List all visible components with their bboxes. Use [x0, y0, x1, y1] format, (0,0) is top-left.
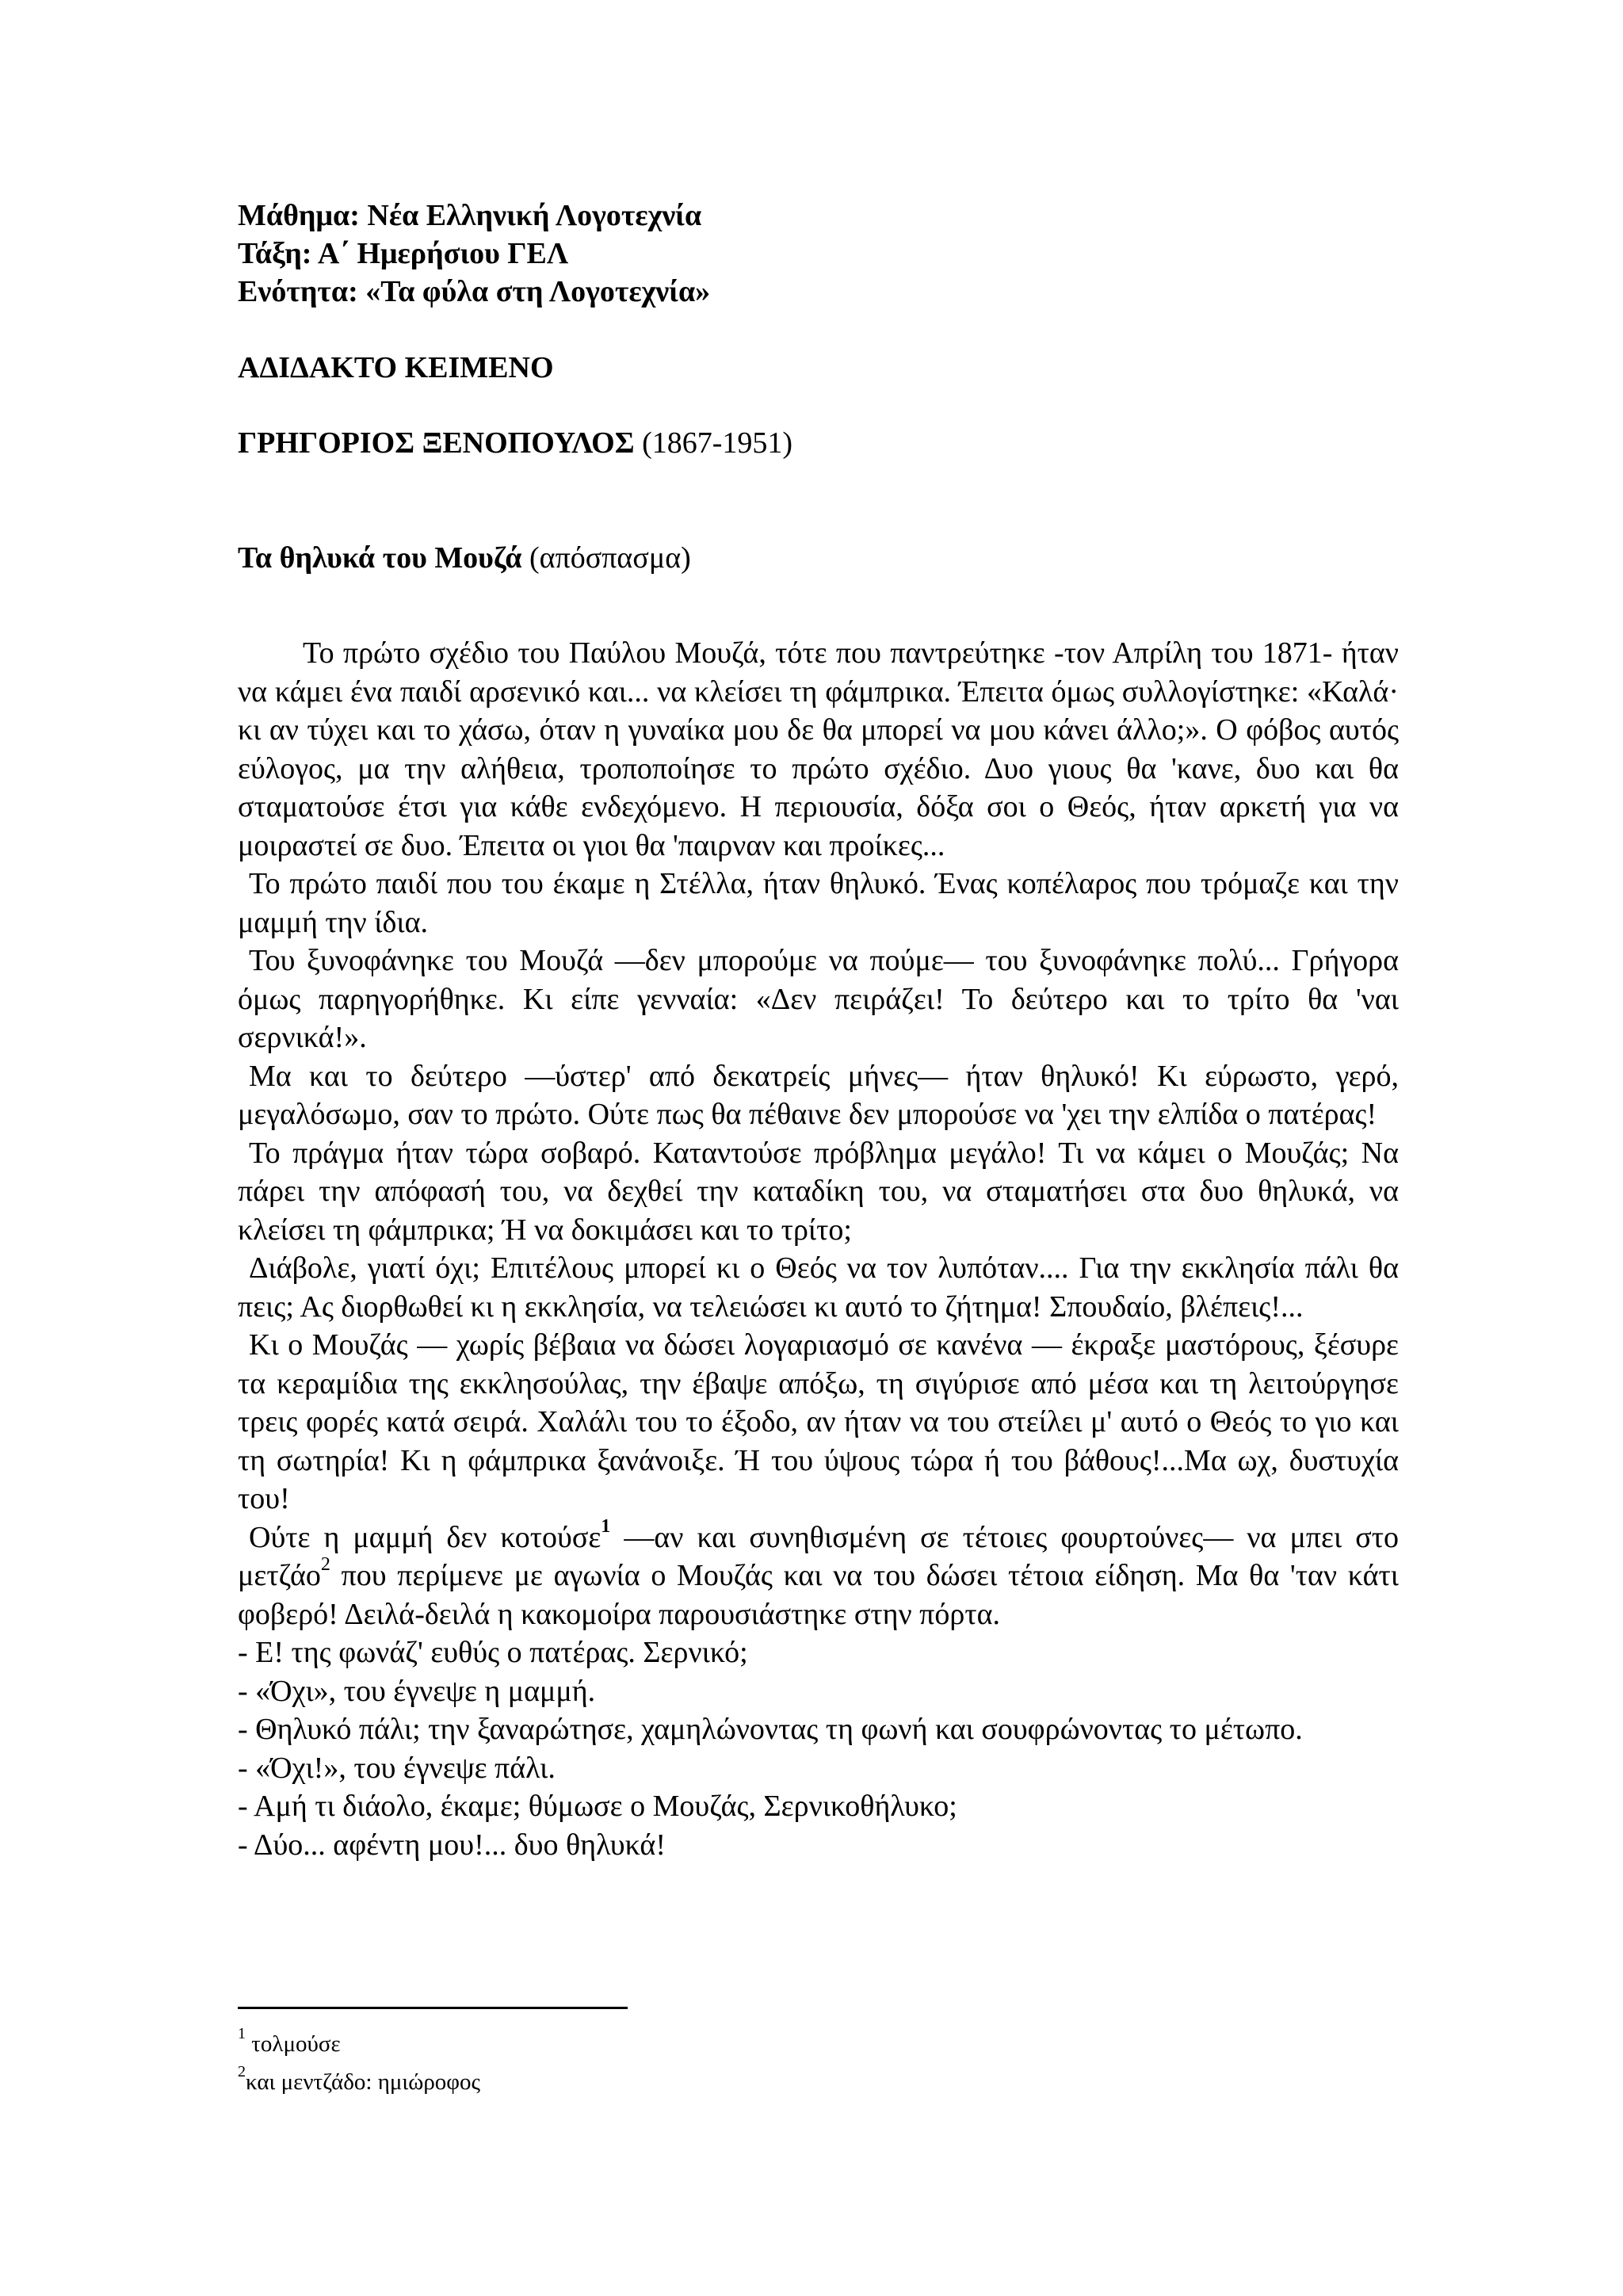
paragraph-8-part-1: Ούτε η μαμμή δεν κοτούσε	[249, 1520, 601, 1554]
section-label: ΑΔΙΔΑΚΤΟ ΚΕΙΜΕΝΟ	[238, 351, 554, 384]
course-class: Τάξη: Α΄ Ημερήσιου ΓΕΛ	[238, 237, 569, 270]
dialogue-line: - Θηλυκό πάλι; την ξαναρώτησε, χαμηλώνοντας τη φωνή και σουφρώνοντας το μέτωπο.	[238, 1713, 1303, 1746]
dialogue-line: - «Όχι!», του έγνεψε πάλι.	[238, 1751, 556, 1785]
paragraph-1: Το πρώτο σχέδιο του Παύλου Μουζά, τότε που παντρεύτηκε -τον Απρίλη του 1871- ήταν να κάμει ένα παιδί αρσενικό και... να κλείσει τη φάμπρικα. Έπειτα όμως συλλογίστηκε: «Καλά· κι αν τύχει και το χάσω, όταν η γυναίκα μου δε θα μπορεί να μου κάνει άλλο;». Ο φόβος αυτός εύλογος, μα την αλήθεια, τροποποίησε το πρώτο σχέδιο. Δυο γιους θα 'κανε, δυο και θα σταματούσε έτσι για κάθε ενδεχόμενο. Η περιουσία, δόξα σοι ο Θεός, ήταν αρκετή για να μοιραστεί σε δυο. Έπειτα οι γιοι θα 'παιρναν και προίκες...	[238, 636, 1399, 862]
footnote-separator	[238, 2007, 628, 2009]
dialogue-line: - Δύο... αφέντη μου!... δυο θηλυκά!	[238, 1828, 666, 1862]
footnote-1-text: τολμούσε	[246, 2031, 341, 2057]
story-text	[238, 634, 1399, 1864]
author-years: (1867-1951)	[634, 426, 793, 460]
footnote-ref-1: 1	[601, 1515, 611, 1537]
work-note: (απόσπασμα)	[521, 541, 691, 575]
paragraph-6: Διάβολε, γιατί όχι; Επιτέλους μπορεί κι ο Θεός να τον λυπόταν.... Για την εκκλησία πάλι θα πεις; Ας διορθωθεί κι η εκκλησία, να τελειώσει κι αυτό το ζήτημα! Σπουδαίο, βλέπεις!...	[238, 1251, 1399, 1324]
footnote-2	[238, 2063, 480, 2101]
course-subject: Μάθημα: Νέα Ελληνική Λογοτεχνία	[238, 199, 702, 232]
course-header	[238, 197, 710, 311]
dialogue-line: - Ε! της φωνάζ' ευθύς ο πατέρας. Σερνικό;	[238, 1636, 748, 1669]
author-line	[238, 424, 792, 462]
dialogue-line: - Αμή τι διάολο, έκαμε; θύμωσε ο Μουζάς, Σερνικοθήλυκο;	[238, 1790, 957, 1823]
footnotes	[238, 2025, 480, 2101]
paragraph-8-part-2: —αν και συνηθισμένη σε τέτοιες φουρτούνες— να μπει στο μετζάο	[238, 1520, 1400, 1592]
course-unit: Ενότητα: «Τα φύλα στη Λογοτεχνία»	[238, 275, 711, 308]
footnote-ref-2: 2	[320, 1553, 330, 1575]
footnote-2-text: και μεντζάδο: ημιώροφος	[246, 2069, 481, 2095]
paragraph-2: Το πρώτο παιδί που του έκαμε η Στέλλα, ήταν θηλυκό. Ένας κοπέλαρος που τρόμαζε και την μαμμή την ίδια.	[238, 867, 1399, 939]
author-name: ΓΡΗΓΟΡΙΟΣ ΞΕΝΟΠΟΥΛΟΣ	[238, 426, 635, 460]
paragraph-5: Το πράγμα ήταν τώρα σοβαρό. Καταντούσε πρόβλημα μεγάλο! Τι να κάμει ο Μουζάς; Να πάρει την απόφασή του, να δεχθεί την καταδίκη του, να σταματήσει στα δυο θηλυκά, να κλείσει τη φάμπρικα; Ή να δοκιμάσει και το τρίτο;	[238, 1136, 1399, 1247]
paragraph-3: Του ξυνοφάνηκε του Μουζά —δεν μπορούμε να πούμε— του ξυνοφάνηκε πολύ... Γρήγορα όμως παρηγορήθηκε. Κι είπε γενναία: «Δεν πειράζει! Το δεύτερο και το τρίτο θα 'ναι σερνικά!».	[238, 944, 1399, 1054]
paragraph-7: Κι ο Μουζάς — χωρίς βέβαια να δώσει λογαριασμό σε κανένα — έκραξε μαστόρους, ξέσυρε τα κεραμίδια της εκκλησούλας, την έβαψε απόξω, τη σιγύρισε από μέσα και τη λειτούργησε τρεις φορές κατά σειρά. Χαλάλι του το έξοδο, αν ήταν να του στείλει μ' αυτό ο Θεός το γιο και τη σωτηρία! Κι η φάμπρικα ξανάνοιξε. Ή του ύψους τώρα ή του βάθους!...Μα ωχ, δυστυχία του!	[238, 1328, 1399, 1515]
footnote-1	[238, 2025, 480, 2063]
footnote-2-number: 2	[238, 2063, 246, 2080]
footnote-1-number: 1	[238, 2025, 246, 2042]
dialogue-line: - «Όχι», του έγνεψε η μαμμή.	[238, 1674, 596, 1708]
paragraph-8-part-3: που περίμενε με αγωνία ο Μουζάς και να του δώσει τέτοια είδηση. Μα θα 'ταν κάτι φοβερό! Δειλά-δειλά η κακομοίρα παρουσιάστηκε στην πόρτα.	[238, 1559, 1399, 1631]
work-title: Τα θηλυκά του Μουζά	[238, 541, 522, 575]
paragraph-4: Μα και το δεύτερο —ύστερ' από δεκατρείς μήνες— ήταν θηλυκό! Κι εύρωστο, γερό, μεγαλόσωμο, σαν το πρώτο. Ούτε πως θα πέθαινε δεν μπορούσε να 'χει την ελπίδα ο πατέρας!	[238, 1059, 1399, 1131]
paragraph-8	[238, 1515, 1400, 1634]
work-title-line	[238, 539, 691, 577]
